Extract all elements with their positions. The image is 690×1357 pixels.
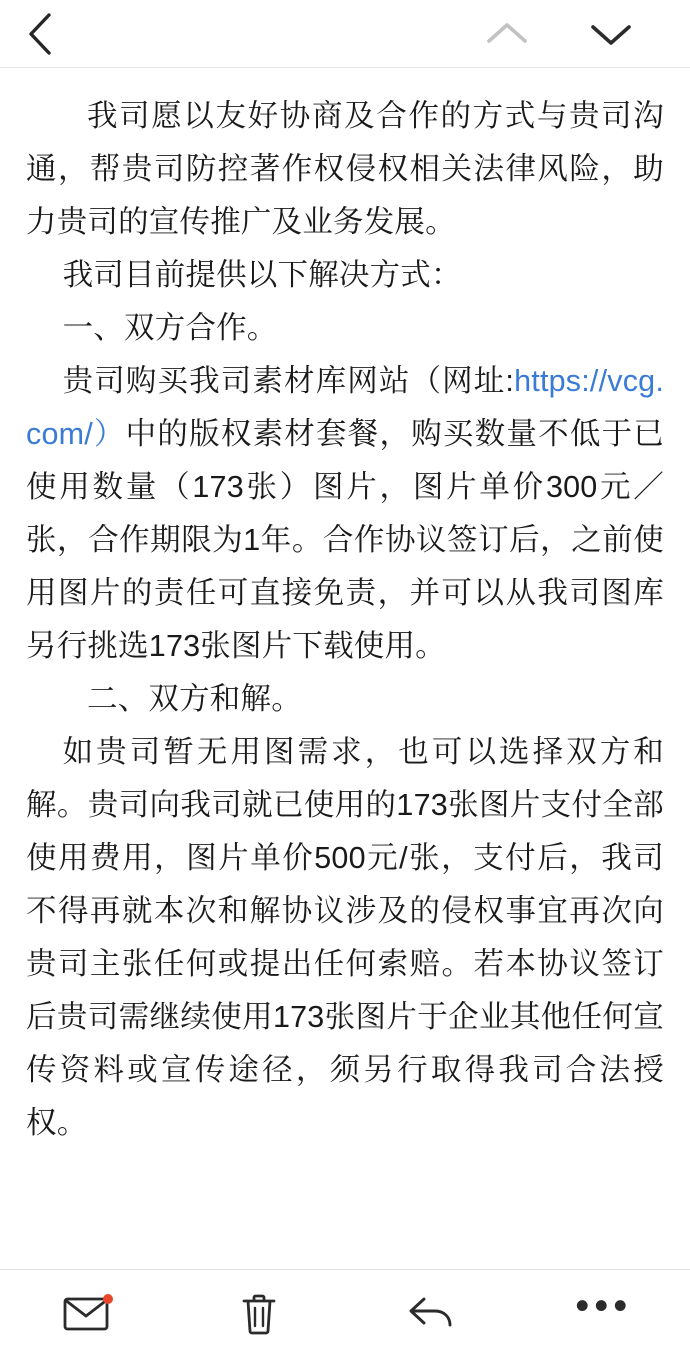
bottom-action-bar (0, 1269, 690, 1357)
option-one-text-suffix: 中的版权素材套餐，购买数量不低于已使用数量（173张）图片，图片单价300元／张，合作期限为1年。合作协议签订后，之前使用图片的责任可直接免责，并可以从我司图库另行挑选173张图片下载使用。 (26, 417, 664, 663)
chevron-down-icon (588, 19, 634, 49)
message-body (0, 68, 690, 1269)
previous-message-button[interactable] (464, 0, 550, 68)
vcg-website-link[interactable]: https://vcg.com/） (26, 364, 664, 451)
reply-icon (407, 1294, 455, 1334)
paragraph-option-one-title: 一、双方合作。 (62, 311, 278, 345)
back-chevron-icon (25, 11, 55, 57)
more-options-button[interactable] (549, 1270, 659, 1357)
paragraph-option-two-body: 如贵司暂无用图需求，也可以选择双方和解。贵司向我司就已使用的173张图片支付全部使用费用，图片单价500元/张，支付后，我司不得再就本次和解协议涉及的侵权事宜再次向贵司主张任何或提出任何索赔。若本协议签订后贵司需继续使用173张图片于企业其他任何宣传资料或宣传途径，须另行取得我司合法授权。 (26, 735, 664, 1140)
paragraph-option-one-body (26, 355, 664, 673)
more-icon: ••• (575, 1283, 633, 1328)
paragraph-option-two-title: 二、双方和解。 (87, 682, 302, 716)
delete-button[interactable] (204, 1270, 314, 1357)
chevron-up-icon (484, 19, 530, 49)
reply-button[interactable] (376, 1270, 486, 1357)
option-one-text-prefix: 贵司购买我司素材库网站（网址: (62, 364, 515, 398)
unread-dot-badge (103, 1294, 113, 1304)
top-navigation-bar (0, 0, 690, 68)
next-message-button[interactable] (568, 0, 654, 68)
trash-icon (241, 1293, 277, 1335)
back-button[interactable] (0, 0, 80, 68)
mark-unread-button[interactable] (31, 1270, 141, 1357)
paragraph-solutions-lead: 我司目前提供以下解决方式： (62, 258, 462, 292)
paragraph-intro: 我司愿以友好协商及合作的方式与贵司沟通，帮贵司防控著作权侵权相关法律风险，助力贵司的宣传推广及业务发展。 (26, 99, 664, 239)
mail-icon (63, 1296, 109, 1332)
